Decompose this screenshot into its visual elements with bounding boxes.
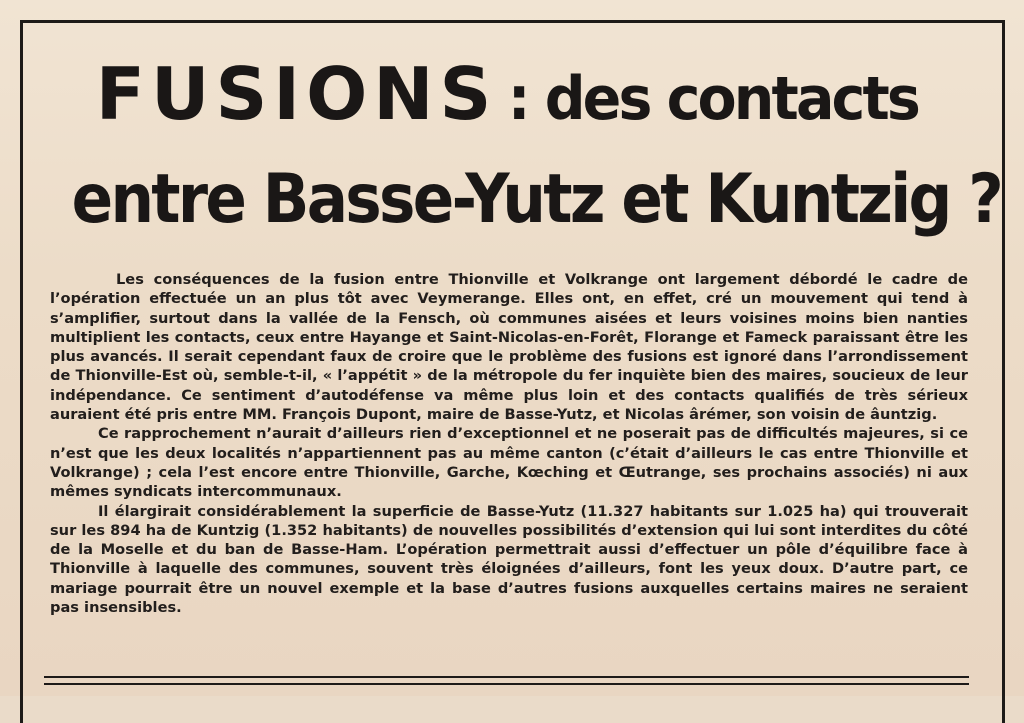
headline-line-2-text: entre Basse-Yutz et Kuntzig ? <box>71 160 1002 239</box>
bottom-rule <box>44 683 969 685</box>
headline-line-2 <box>20 160 1005 239</box>
article-body <box>50 270 968 617</box>
article-paragraph: Les conséquences de la fusion entre Thionville et Volkrange ont largement débordé le cadre de l’opération effectuée un an plus tôt avec Veymerange. Elles ont, en effet, cré un mouvement qui tend à s’amplifier, surtout dans la vallée de la Fensch, où communes aisées et leurs voisines moins bien nanties multiplient les contacts, ceux entre Hayange et Saint-Nicolas-en-Forêt, Florange et Fameck paraissant être les plus avancés. Il serait cependant faux de croire que le problème des fusions est ignoré dans l’arrondissement de Thionville-Est où, semble-t-il, « l’appétit » de la métropole du fer inquiète bien des maires, soucieux de leur indépendance. Ce sentiment d’autodéfense va même plus loin et des contacts qualifiés de très sérieux auraient été pris entre MM. François Dupont, maire de Basse-Yutz, et Nicolas ârémer, son voisin de âuntzig. <box>50 271 968 424</box>
article-paragraph: Il élargirait considérablement la superficie de Basse-Yutz (11.327 habitants sur 1.025 ha) qui trouverait sur les 894 ha de Kuntzig (1.352 habitants) de nouvelles possibilités d’extension qui lui sont interdites du côté de la Moselle et du ban de Basse-Ham. L’opération permettrait aussi d’effectuer un pôle d’équilibre face à Thionville à laquelle des communes, souvent très éloignées d’ailleurs, font les yeux doux. D’autre part, ce mariage pourrait être un nouvel exemple et la base d’autres fusions auxquelles certains maires ne seraient pas insensibles. <box>50 502 968 617</box>
headline-keyword: FUSIONS <box>95 52 498 136</box>
bottom-rule <box>44 676 969 678</box>
headline-line-1-rest: : des contacts <box>508 64 919 134</box>
headline-line-1 <box>20 52 1005 136</box>
article-paragraph: Ce rapprochement n’aurait d’ailleurs rien d’exceptionnel et ne poserait pas de difficultés majeures, si ce n’est que les deux localités n’appartiennent pas au même canton (c’était d’ailleurs le cas entre Thionville et Volkrange) ; cela l’est encore entre Thionville, Garche, Kœching et Œutrange, ses prochains associés) ni aux mêmes syndicats intercommunaux. <box>50 425 968 501</box>
